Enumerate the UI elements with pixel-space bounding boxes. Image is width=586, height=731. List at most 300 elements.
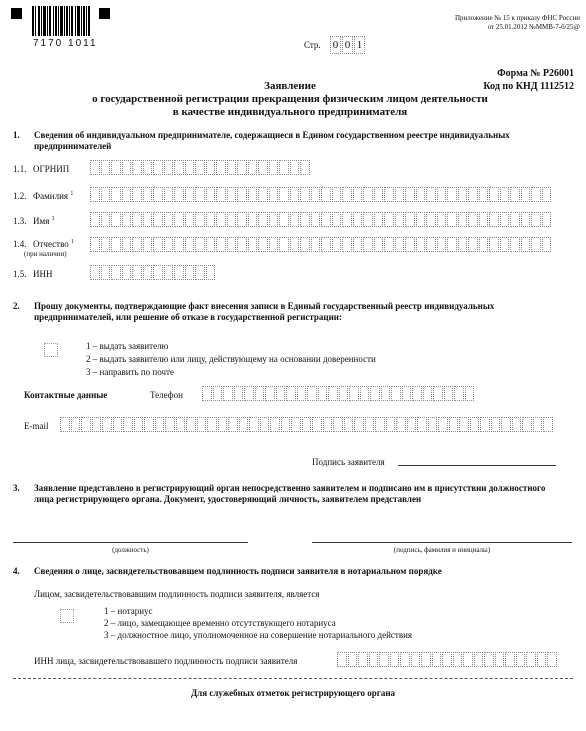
- caption-signature: (подпись, фамилия и инициалы): [393, 546, 491, 554]
- char-cell[interactable]: [510, 237, 520, 252]
- char-cell[interactable]: [239, 417, 249, 432]
- char-cell[interactable]: [459, 417, 469, 432]
- char-cell[interactable]: [244, 386, 254, 401]
- char-cell[interactable]: [216, 237, 226, 252]
- notary-type-checkbox[interactable]: [60, 609, 74, 623]
- char-cell[interactable]: [332, 237, 342, 252]
- char-cell[interactable]: [526, 652, 536, 667]
- char-cell[interactable]: [122, 187, 132, 202]
- char-cell[interactable]: [416, 187, 426, 202]
- notary-option-2: 2 – лицо, замещающее временно отсутствующего нотариуса: [104, 618, 336, 628]
- char-cell[interactable]: [260, 417, 270, 432]
- char-cell[interactable]: [248, 237, 258, 252]
- char-cell[interactable]: [458, 187, 468, 202]
- char-cell[interactable]: [132, 212, 142, 227]
- char-cell[interactable]: [379, 652, 389, 667]
- char-cell[interactable]: [531, 212, 541, 227]
- contact-label: Контактные данные: [24, 390, 108, 400]
- char-cell[interactable]: [484, 652, 494, 667]
- char-cell[interactable]: [153, 212, 163, 227]
- char-cell[interactable]: [143, 212, 153, 227]
- char-cell[interactable]: [428, 417, 438, 432]
- char-cell[interactable]: [390, 652, 400, 667]
- char-cell[interactable]: [195, 187, 205, 202]
- char-cell[interactable]: [237, 212, 247, 227]
- char-cell[interactable]: [71, 417, 81, 432]
- char-cell[interactable]: [248, 187, 258, 202]
- char-cell[interactable]: [453, 652, 463, 667]
- char-cell[interactable]: [543, 417, 553, 432]
- char-cell[interactable]: [542, 212, 552, 227]
- char-cell[interactable]: [234, 386, 244, 401]
- char-cell[interactable]: [206, 160, 216, 175]
- char-cell[interactable]: [479, 212, 489, 227]
- char-cell[interactable]: [353, 212, 363, 227]
- char-cell[interactable]: [501, 417, 511, 432]
- char-cell[interactable]: [218, 417, 228, 432]
- char-cell[interactable]: [90, 160, 100, 175]
- char-cell[interactable]: [353, 237, 363, 252]
- char-cell[interactable]: [423, 386, 433, 401]
- char-cell[interactable]: [365, 417, 375, 432]
- field-num: 1.5.: [13, 269, 27, 279]
- char-cell[interactable]: [248, 212, 258, 227]
- service-marks-label: Для служебных отметок регистрирующего органа: [190, 688, 396, 698]
- char-cell[interactable]: [405, 237, 415, 252]
- char-cell[interactable]: [164, 212, 174, 227]
- char-cell[interactable]: [153, 265, 163, 280]
- char-cell[interactable]: [521, 212, 531, 227]
- char-cell[interactable]: [113, 417, 123, 432]
- char-cell[interactable]: [395, 237, 405, 252]
- char-cell[interactable]: [358, 652, 368, 667]
- char-cell[interactable]: [395, 212, 405, 227]
- char-cell[interactable]: [102, 417, 112, 432]
- official-position-line[interactable]: [13, 542, 248, 543]
- char-cell[interactable]: [249, 417, 259, 432]
- char-cell[interactable]: [279, 237, 289, 252]
- char-cell[interactable]: [300, 187, 310, 202]
- char-cell[interactable]: [531, 237, 541, 252]
- char-cell[interactable]: [122, 160, 132, 175]
- char-cell[interactable]: [407, 417, 417, 432]
- char-cell[interactable]: [227, 187, 237, 202]
- section2-number: 2.: [13, 301, 20, 311]
- char-cell[interactable]: [363, 187, 373, 202]
- char-cell[interactable]: [417, 417, 427, 432]
- char-cell[interactable]: [381, 386, 391, 401]
- char-cell[interactable]: [206, 237, 216, 252]
- char-cell[interactable]: [101, 265, 111, 280]
- char-cell[interactable]: [258, 160, 268, 175]
- char-cell[interactable]: [370, 386, 380, 401]
- char-cell[interactable]: [458, 212, 468, 227]
- field-label-inn: ИНН: [33, 269, 53, 279]
- char-cell[interactable]: [468, 187, 478, 202]
- char-cell[interactable]: [164, 187, 174, 202]
- char-cell[interactable]: [290, 187, 300, 202]
- char-cell[interactable]: [101, 212, 111, 227]
- char-cell[interactable]: [522, 417, 532, 432]
- char-cell[interactable]: [433, 386, 443, 401]
- signature-line[interactable]: [398, 465, 556, 466]
- char-cell[interactable]: [510, 187, 520, 202]
- section1-heading: Сведения об индивидуальном предпринимателе, содержащиеся в Едином государственном реестре индивидуальных предпринимателей: [34, 130, 510, 151]
- char-cell[interactable]: [311, 212, 321, 227]
- char-cell[interactable]: [307, 386, 317, 401]
- char-cell[interactable]: [195, 265, 205, 280]
- char-cell[interactable]: [437, 237, 447, 252]
- char-cell[interactable]: [258, 212, 268, 227]
- char-cell[interactable]: [432, 652, 442, 667]
- char-cell[interactable]: [195, 212, 205, 227]
- char-cell[interactable]: [374, 237, 384, 252]
- char-cell[interactable]: [375, 417, 385, 432]
- char-cell[interactable]: [542, 237, 552, 252]
- char-cell[interactable]: [512, 417, 522, 432]
- char-cell[interactable]: [279, 160, 289, 175]
- patronymic-input[interactable]: [90, 237, 552, 252]
- char-cell[interactable]: [132, 187, 142, 202]
- char-cell[interactable]: [396, 417, 406, 432]
- char-cell[interactable]: [405, 212, 415, 227]
- char-cell[interactable]: [426, 187, 436, 202]
- field-label-surname: [33, 191, 73, 201]
- char-cell[interactable]: [369, 652, 379, 667]
- char-cell[interactable]: [374, 212, 384, 227]
- char-cell[interactable]: [542, 187, 552, 202]
- footnote-mark: 1: [51, 216, 55, 222]
- char-cell[interactable]: [174, 160, 184, 175]
- char-cell[interactable]: [311, 187, 321, 202]
- char-cell[interactable]: [384, 187, 394, 202]
- char-cell[interactable]: [468, 212, 478, 227]
- char-cell[interactable]: [318, 386, 328, 401]
- char-cell[interactable]: [321, 187, 331, 202]
- char-cell[interactable]: [122, 265, 132, 280]
- char-cell[interactable]: [144, 417, 154, 432]
- char-cell[interactable]: [213, 386, 223, 401]
- char-cell[interactable]: [547, 652, 557, 667]
- caption-position: (должность): [112, 546, 149, 554]
- char-cell[interactable]: [297, 386, 307, 401]
- char-cell[interactable]: [531, 187, 541, 202]
- char-cell[interactable]: [342, 187, 352, 202]
- char-cell[interactable]: [363, 237, 373, 252]
- delivery-option-3: 3 – направить по почте: [86, 367, 174, 377]
- title-line3: в качестве индивидуального предпринимателя: [172, 106, 408, 118]
- char-cell[interactable]: [195, 160, 205, 175]
- char-cell[interactable]: [165, 417, 175, 432]
- char-cell[interactable]: [302, 417, 312, 432]
- char-cell[interactable]: [174, 265, 184, 280]
- char-cell[interactable]: [153, 237, 163, 252]
- char-cell[interactable]: [416, 237, 426, 252]
- char-cell[interactable]: [339, 386, 349, 401]
- char-cell[interactable]: [337, 652, 347, 667]
- char-cell[interactable]: [516, 652, 526, 667]
- char-cell[interactable]: [111, 212, 121, 227]
- char-cell[interactable]: [143, 187, 153, 202]
- char-cell[interactable]: [185, 237, 195, 252]
- char-cell[interactable]: [474, 652, 484, 667]
- field-num: 1.4.: [13, 239, 27, 249]
- char-cell[interactable]: [402, 386, 412, 401]
- char-cell[interactable]: [386, 417, 396, 432]
- char-cell[interactable]: [470, 417, 480, 432]
- appendix-reference: [380, 14, 580, 32]
- char-cell[interactable]: [290, 237, 300, 252]
- char-cell[interactable]: [276, 386, 286, 401]
- char-cell[interactable]: [176, 417, 186, 432]
- char-cell[interactable]: [426, 212, 436, 227]
- char-cell[interactable]: [227, 160, 237, 175]
- char-cell[interactable]: [438, 417, 448, 432]
- char-cell[interactable]: [426, 237, 436, 252]
- notary-options: [104, 605, 412, 641]
- char-cell[interactable]: [111, 237, 121, 252]
- char-cell[interactable]: [279, 212, 289, 227]
- char-cell[interactable]: [237, 160, 247, 175]
- char-cell[interactable]: [216, 212, 226, 227]
- char-cell[interactable]: [153, 160, 163, 175]
- char-cell[interactable]: [281, 417, 291, 432]
- surname-input[interactable]: [90, 187, 552, 202]
- email-label: E-mail: [24, 421, 49, 431]
- char-cell[interactable]: [265, 386, 275, 401]
- char-cell[interactable]: [521, 237, 531, 252]
- title-line2: о государственной регистрации прекращения физическим лицом деятельности: [92, 93, 488, 105]
- char-cell[interactable]: [328, 386, 338, 401]
- char-cell[interactable]: [216, 160, 226, 175]
- char-cell[interactable]: [537, 652, 547, 667]
- char-cell[interactable]: [60, 417, 70, 432]
- char-cell[interactable]: [400, 652, 410, 667]
- char-cell[interactable]: [279, 187, 289, 202]
- char-cell[interactable]: [132, 160, 142, 175]
- char-cell[interactable]: [143, 265, 153, 280]
- char-cell[interactable]: [164, 237, 174, 252]
- patronymic-note: (при наличии): [24, 250, 67, 258]
- char-cell[interactable]: [454, 386, 464, 401]
- char-cell[interactable]: [321, 237, 331, 252]
- patronymic-label: Отчество: [33, 239, 69, 249]
- delivery-method-checkbox[interactable]: [44, 343, 58, 357]
- char-cell[interactable]: [90, 187, 100, 202]
- char-cell[interactable]: [411, 652, 421, 667]
- char-cell[interactable]: [174, 187, 184, 202]
- char-cell[interactable]: [416, 212, 426, 227]
- char-cell[interactable]: [300, 212, 310, 227]
- char-cell[interactable]: [81, 417, 91, 432]
- char-cell[interactable]: [412, 386, 422, 401]
- char-cell[interactable]: [122, 212, 132, 227]
- char-cell[interactable]: [174, 212, 184, 227]
- char-cell[interactable]: [468, 237, 478, 252]
- char-cell[interactable]: [510, 212, 520, 227]
- char-cell[interactable]: [332, 187, 342, 202]
- char-cell[interactable]: [344, 417, 354, 432]
- char-cell[interactable]: [395, 187, 405, 202]
- char-cell[interactable]: [353, 187, 363, 202]
- char-cell[interactable]: [143, 237, 153, 252]
- char-cell[interactable]: [290, 212, 300, 227]
- char-cell[interactable]: [227, 212, 237, 227]
- char-cell[interactable]: [101, 237, 111, 252]
- char-cell[interactable]: [354, 417, 364, 432]
- delivery-option-1: 1 – выдать заявителю: [86, 341, 169, 351]
- char-cell[interactable]: [132, 237, 142, 252]
- char-cell[interactable]: [349, 386, 359, 401]
- char-cell[interactable]: [291, 417, 301, 432]
- char-cell[interactable]: [216, 187, 226, 202]
- appendix-line1: Приложение № 15 к приказу ФНС России: [454, 14, 580, 22]
- char-cell[interactable]: [290, 160, 300, 175]
- char-cell[interactable]: [348, 652, 358, 667]
- char-cell[interactable]: [465, 386, 475, 401]
- char-cell[interactable]: [185, 265, 195, 280]
- field-label-ogrnip: ОГРНИП: [33, 164, 70, 174]
- char-cell[interactable]: [286, 386, 296, 401]
- char-cell[interactable]: [207, 417, 217, 432]
- char-cell[interactable]: [123, 417, 133, 432]
- char-cell[interactable]: [405, 187, 415, 202]
- char-cell[interactable]: [258, 237, 268, 252]
- char-cell[interactable]: [164, 160, 174, 175]
- char-cell[interactable]: [374, 187, 384, 202]
- char-cell[interactable]: [447, 237, 457, 252]
- char-cell[interactable]: [437, 212, 447, 227]
- char-cell[interactable]: [270, 417, 280, 432]
- char-cell[interactable]: [237, 187, 247, 202]
- page-digit: 1: [354, 36, 365, 54]
- char-cell[interactable]: [360, 386, 370, 401]
- char-cell[interactable]: [90, 237, 100, 252]
- char-cell[interactable]: [258, 187, 268, 202]
- char-cell[interactable]: [92, 417, 102, 432]
- notary-inn-input[interactable]: [337, 652, 558, 667]
- char-cell[interactable]: [195, 237, 205, 252]
- char-cell[interactable]: [206, 187, 216, 202]
- char-cell[interactable]: [449, 417, 459, 432]
- char-cell[interactable]: [90, 212, 100, 227]
- char-cell[interactable]: [479, 187, 489, 202]
- char-cell[interactable]: [143, 160, 153, 175]
- char-cell[interactable]: [458, 237, 468, 252]
- char-cell[interactable]: [132, 265, 142, 280]
- inn-input[interactable]: [90, 265, 216, 280]
- char-cell[interactable]: [186, 417, 196, 432]
- char-cell[interactable]: [90, 265, 100, 280]
- char-cell[interactable]: [155, 417, 165, 432]
- char-cell[interactable]: [269, 160, 279, 175]
- char-cell[interactable]: [384, 212, 394, 227]
- char-cell[interactable]: [174, 237, 184, 252]
- char-cell[interactable]: [134, 417, 144, 432]
- char-cell[interactable]: [533, 417, 543, 432]
- char-cell[interactable]: [447, 212, 457, 227]
- char-cell[interactable]: [500, 237, 510, 252]
- char-cell[interactable]: [311, 237, 321, 252]
- char-cell[interactable]: [269, 187, 279, 202]
- char-cell[interactable]: [444, 386, 454, 401]
- char-cell[interactable]: [227, 237, 237, 252]
- char-cell[interactable]: [391, 386, 401, 401]
- char-cell[interactable]: [202, 386, 212, 401]
- char-cell[interactable]: [269, 237, 279, 252]
- char-cell[interactable]: [500, 187, 510, 202]
- char-cell[interactable]: [122, 237, 132, 252]
- char-cell[interactable]: [111, 265, 121, 280]
- char-cell[interactable]: [384, 237, 394, 252]
- char-cell[interactable]: [489, 212, 499, 227]
- ogrnip-input[interactable]: [90, 160, 311, 175]
- char-cell[interactable]: [442, 652, 452, 667]
- char-cell[interactable]: [332, 212, 342, 227]
- char-cell[interactable]: [321, 212, 331, 227]
- phone-input[interactable]: [202, 386, 475, 401]
- char-cell[interactable]: [228, 417, 238, 432]
- char-cell[interactable]: [237, 237, 247, 252]
- char-cell[interactable]: [255, 386, 265, 401]
- char-cell[interactable]: [421, 652, 431, 667]
- char-cell[interactable]: [323, 417, 333, 432]
- char-cell[interactable]: [489, 237, 499, 252]
- char-cell[interactable]: [206, 212, 216, 227]
- char-cell[interactable]: [153, 187, 163, 202]
- char-cell[interactable]: [223, 386, 233, 401]
- char-cell[interactable]: [463, 652, 473, 667]
- char-cell[interactable]: [197, 417, 207, 432]
- char-cell[interactable]: [164, 265, 174, 280]
- field-label-patronymic: [33, 239, 74, 249]
- char-cell[interactable]: [505, 652, 515, 667]
- char-cell[interactable]: [101, 187, 111, 202]
- char-cell[interactable]: [248, 160, 258, 175]
- char-cell[interactable]: [437, 187, 447, 202]
- char-cell[interactable]: [111, 187, 121, 202]
- char-cell[interactable]: [495, 652, 505, 667]
- char-cell[interactable]: [101, 160, 111, 175]
- email-input[interactable]: [60, 417, 554, 432]
- char-cell[interactable]: [185, 212, 195, 227]
- char-cell[interactable]: [300, 237, 310, 252]
- char-cell[interactable]: [489, 187, 499, 202]
- char-cell[interactable]: [333, 417, 343, 432]
- char-cell[interactable]: [491, 417, 501, 432]
- char-cell[interactable]: [300, 160, 310, 175]
- name-input[interactable]: [90, 212, 552, 227]
- char-cell[interactable]: [500, 212, 510, 227]
- page-label: Стр.: [304, 40, 321, 50]
- char-cell[interactable]: [185, 187, 195, 202]
- char-cell[interactable]: [269, 212, 279, 227]
- official-signature-line[interactable]: [312, 542, 572, 543]
- char-cell[interactable]: [363, 212, 373, 227]
- char-cell[interactable]: [480, 417, 490, 432]
- char-cell[interactable]: [185, 160, 195, 175]
- char-cell[interactable]: [479, 237, 489, 252]
- section3-heading: Заявление представлено в регистрирующий орган непосредственно заявителем и подписано им в присутствии должностного лица регистрирующего органа. Документ, удостоверяющий личность, заявителем представлен: [34, 483, 546, 504]
- char-cell[interactable]: [312, 417, 322, 432]
- char-cell[interactable]: [521, 187, 531, 202]
- char-cell[interactable]: [342, 237, 352, 252]
- char-cell[interactable]: [342, 212, 352, 227]
- char-cell[interactable]: [206, 265, 216, 280]
- char-cell[interactable]: [447, 187, 457, 202]
- section2-heading: Прошу документы, подтверждающие факт внесения записи в Единый государственный реестр индивидуальных предпринимателей, или решение об отказе в государственной регистрации:: [34, 301, 495, 322]
- char-cell[interactable]: [111, 160, 121, 175]
